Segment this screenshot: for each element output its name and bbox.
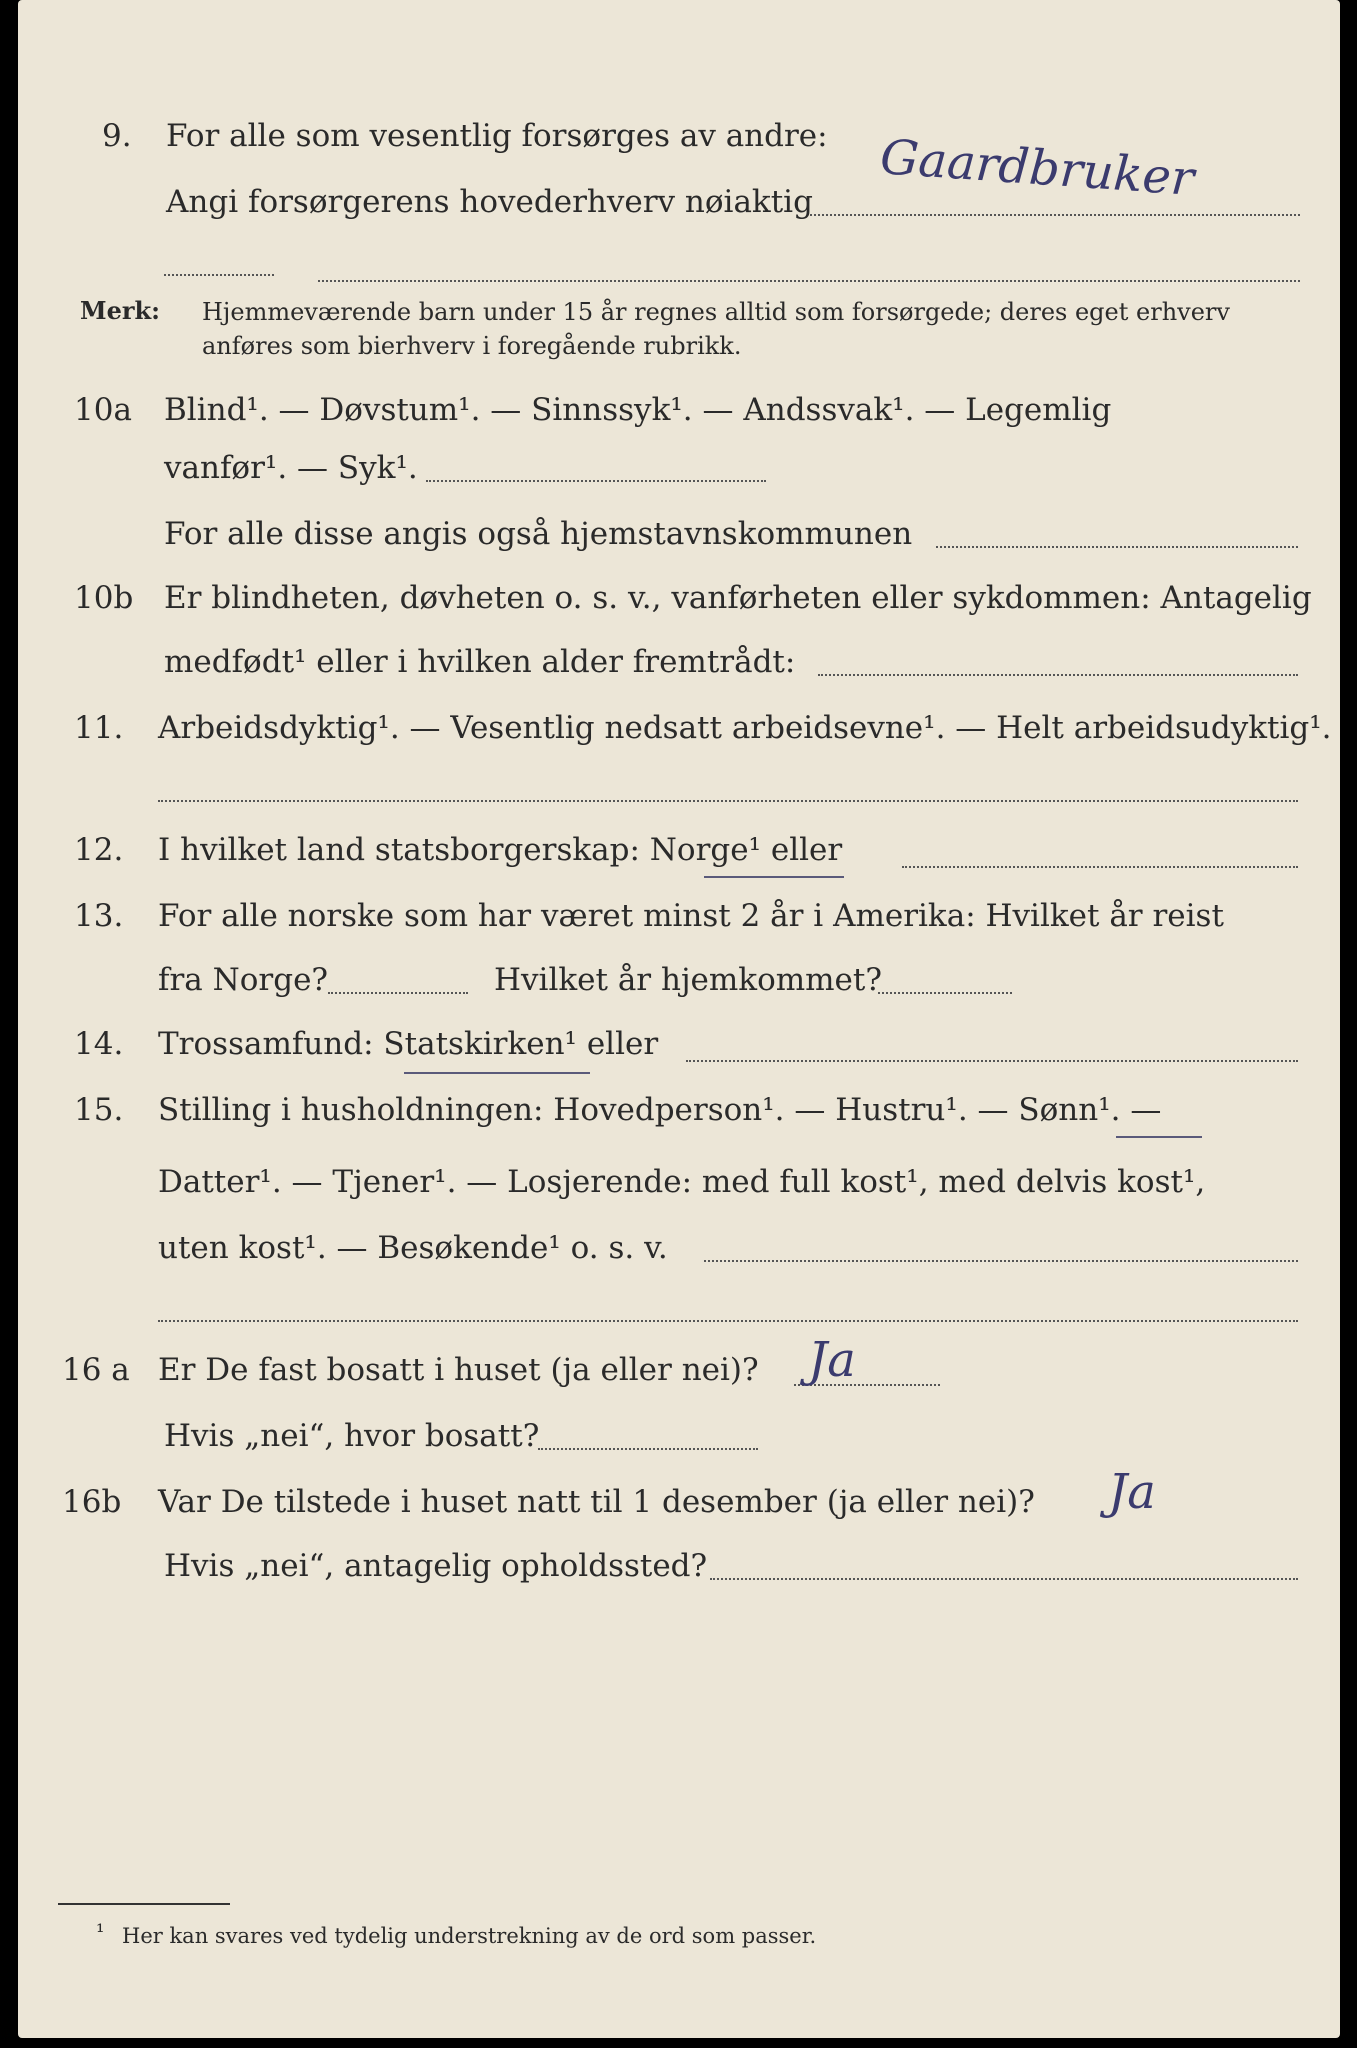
q13-line2b: Hvilket år hjemkommet?: [494, 962, 882, 998]
q13-line2a: fra Norge?: [158, 962, 329, 998]
q16b-line2: Hvis „nei“, antagelig opholdssted?: [164, 1548, 708, 1584]
q10a-line1: Blind¹. — Døvstum¹. — Sinnssyk¹. — Andssvak¹. — Legemlig: [164, 392, 1112, 428]
q14-number: 14.: [74, 1026, 124, 1062]
q10a-hjemstavn-line: [936, 546, 1298, 548]
q16b-number: 16b: [62, 1484, 122, 1520]
q16b-line1: Var De tilstede i huset natt til 1 desember (ja eller nei)?: [158, 1484, 1035, 1520]
q16a-handwritten-answer: Ja: [808, 1332, 856, 1388]
q9-extra-line-a: [164, 274, 274, 276]
q10b-number: 10b: [74, 580, 134, 616]
q13-hjemkommet-line: [878, 992, 1012, 994]
q13-reist-line: [328, 992, 468, 994]
q10a-line3: For alle disse angis også hjemstavnskommunen: [164, 516, 913, 552]
q11-number: 11.: [74, 710, 124, 746]
q12-number: 12.: [74, 832, 124, 868]
q16a-number: 16 a: [62, 1352, 130, 1388]
census-form-page: [18, 0, 1340, 2038]
q15-line3: uten kost¹. — Besøkende¹ o. s. v.: [158, 1230, 668, 1266]
q16a-line1: Er De fast bosatt i huset (ja eller nei)?: [158, 1352, 759, 1388]
q9-number: 9.: [102, 118, 132, 154]
q9-answer-line: [810, 214, 1300, 216]
q15-line2: Datter¹. — Tjener¹. — Losjerende: med full kost¹, med delvis kost¹,: [158, 1164, 1206, 1200]
q16b-handwritten-answer: Ja: [1108, 1464, 1156, 1520]
q14-answer-line: [686, 1060, 1298, 1062]
q12-answer-line: [902, 866, 1298, 868]
q9-handwritten-answer: Gaardbruker: [878, 129, 1196, 207]
q16b-opholdssted-line: [710, 1578, 1298, 1580]
q11-answer-line: [158, 800, 1298, 802]
q12-line1: I hvilket land statsborgerskap: Norge¹ eller: [158, 832, 843, 868]
q12-underline-norge: [704, 876, 844, 878]
q13-number: 13.: [74, 898, 124, 934]
merk-line2: anføres som bierhverv i foregående rubrikk.: [202, 332, 742, 360]
footnote-rule: [58, 1903, 230, 1905]
q10b-line2: medfødt¹ eller i hvilken alder fremtrådt:: [164, 644, 796, 680]
q11-line1: Arbeidsdyktig¹. — Vesentlig nedsatt arbeidsevne¹. — Helt arbeidsudyktig¹.: [158, 710, 1332, 746]
q10a-line2: vanfør¹. — Syk¹.: [164, 450, 418, 486]
q10b-answer-line: [818, 674, 1298, 676]
merk-label: Merk:: [80, 296, 160, 325]
merk-line1: Hjemmeværende barn under 15 år regnes alltid som forsørgede; deres eget erhverv: [202, 298, 1230, 326]
q15-line1: Stilling i husholdningen: Hovedperson¹. — Hustru¹. — Sønn¹. —: [158, 1092, 1162, 1128]
q15-answer-line: [704, 1260, 1298, 1262]
q15-underline-sonn: [1116, 1136, 1202, 1138]
q10b-line1: Er blindheten, døvheten o. s. v., vanførheten eller sykdommen: Antagelig: [164, 580, 1312, 616]
q14-underline-statskirken: [404, 1072, 590, 1074]
footnote-text: Her kan svares ved tydelig understrekning av de ord som passer.: [122, 1924, 817, 1948]
q13-line1: For alle norske som har været minst 2 år i Amerika: Hvilket år reist: [158, 898, 1224, 934]
q9-line2: Angi forsørgerens hovederhverv nøiaktig: [166, 184, 813, 220]
q9-extra-line-b: [318, 280, 1300, 282]
q14-line1: Trossamfund: Statskirken¹ eller: [158, 1026, 659, 1062]
footnote-mark: ¹: [96, 1920, 105, 1944]
q10a-number: 10a: [74, 392, 132, 428]
q16a-bosatt-line: [538, 1448, 758, 1450]
q16a-line2: Hvis „nei“, hvor bosatt?: [164, 1418, 540, 1454]
q15-number: 15.: [74, 1092, 124, 1128]
q15-extra-line: [158, 1320, 1298, 1322]
q9-line1: For alle som vesentlig forsørges av andre:: [166, 118, 828, 154]
q10a-answer-line: [426, 480, 766, 482]
